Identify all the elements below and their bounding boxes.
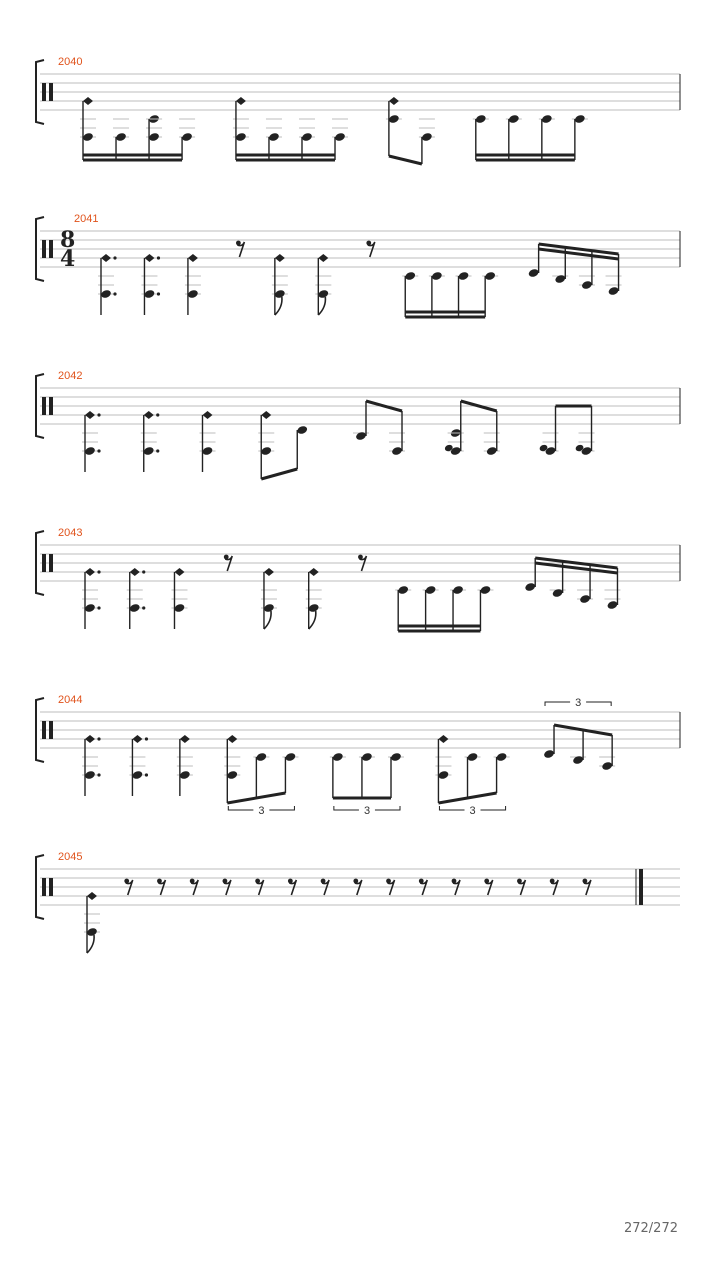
notehead (132, 770, 144, 780)
measure-number: 2040 (58, 56, 83, 68)
notehead (452, 585, 464, 595)
percussion-clef-right (49, 240, 53, 258)
note (82, 735, 101, 796)
notehead (458, 271, 470, 281)
measure-number: 2041 (74, 213, 99, 225)
notehead (226, 770, 238, 780)
augmentation-dot (97, 773, 100, 776)
cymbal-notehead (438, 735, 448, 743)
notehead (86, 927, 98, 937)
tuplet-bracket (375, 806, 400, 810)
notehead (607, 600, 619, 610)
notehead (317, 289, 329, 299)
cymbal-notehead (85, 735, 95, 743)
beamed-note-group (524, 558, 620, 610)
measure-number: 2042 (58, 370, 83, 382)
cymbal-notehead (236, 97, 246, 105)
notehead (268, 132, 280, 142)
notehead (388, 114, 400, 124)
notehead (202, 446, 214, 456)
augmentation-dot (142, 606, 145, 609)
note (261, 568, 277, 629)
augmentation-dot (97, 449, 100, 452)
notehead (332, 752, 344, 762)
notehead (579, 594, 591, 604)
flag (275, 297, 282, 315)
cymbal-notehead (130, 568, 140, 576)
cymbal-notehead (85, 411, 95, 419)
notehead (143, 446, 155, 456)
tuplet-bracket (334, 806, 359, 810)
cymbal-notehead (188, 254, 198, 262)
flag (87, 935, 94, 953)
notehead (480, 585, 492, 595)
cymbal-notehead (318, 254, 328, 262)
flag (264, 611, 271, 629)
measure-number: 2045 (58, 851, 83, 863)
augmentation-dot (145, 737, 148, 740)
tuplet-number: 3 (363, 805, 371, 817)
cymbal-notehead (85, 568, 95, 576)
cymbal-notehead (202, 411, 212, 419)
note (171, 568, 187, 629)
notehead (508, 114, 520, 124)
percussion-clef-right (49, 878, 53, 896)
notehead (391, 446, 403, 456)
notehead (274, 289, 286, 299)
notehead (115, 132, 127, 142)
notehead (84, 770, 96, 780)
note (315, 254, 331, 315)
notehead (608, 286, 620, 296)
time-signature-numerator: 8 (60, 227, 76, 253)
augmentation-dot (157, 256, 160, 259)
percussion-clef-right (49, 83, 53, 101)
note (98, 254, 117, 315)
notehead (484, 271, 496, 281)
cymbal-notehead (87, 892, 97, 900)
notehead (496, 752, 508, 762)
notehead (129, 603, 141, 613)
percussion-clef-right (49, 721, 53, 739)
notehead (524, 582, 536, 592)
notehead (235, 132, 247, 142)
percussion-clef-left (42, 878, 46, 896)
cymbal-notehead (174, 568, 184, 576)
beamed-note-group (528, 244, 622, 296)
beamed-note-group (444, 401, 500, 456)
notehead (361, 752, 373, 762)
notehead (528, 268, 540, 278)
augmentation-dot (157, 292, 160, 295)
notehead (187, 289, 199, 299)
notehead (355, 431, 367, 441)
beamed-note-group (330, 752, 404, 817)
note (84, 892, 100, 953)
note (177, 735, 193, 796)
notehead (296, 425, 308, 435)
note (129, 735, 148, 796)
notehead (260, 446, 272, 456)
notehead (404, 271, 416, 281)
flag (318, 297, 325, 315)
cymbal-notehead (309, 568, 319, 576)
notehead (84, 446, 96, 456)
notehead (255, 752, 267, 762)
augmentation-dot (97, 606, 100, 609)
tuplet-bracket (269, 806, 294, 810)
page-number: 272/272 (623, 1221, 678, 1236)
notehead (425, 585, 437, 595)
note (141, 254, 160, 315)
percussion-clef-left (42, 240, 46, 258)
staff-system-2042 (36, 370, 680, 479)
notehead (82, 132, 94, 142)
notehead (467, 752, 479, 762)
percussion-clef-right (49, 397, 53, 415)
staff-system-2044 (36, 694, 680, 817)
beamed-note-group (224, 735, 298, 817)
note (272, 254, 288, 315)
beamed-note-group (539, 406, 595, 456)
notehead (390, 752, 402, 762)
notehead (574, 114, 586, 124)
augmentation-dot (145, 773, 148, 776)
cymbal-notehead (389, 97, 399, 105)
augmentation-dot (113, 292, 116, 295)
notehead (144, 289, 156, 299)
note (141, 411, 160, 472)
percussion-clef-left (42, 397, 46, 415)
notehead (601, 761, 613, 771)
notehead (581, 280, 593, 290)
final-barline (639, 869, 643, 905)
notehead (301, 132, 313, 142)
measure-number: 2044 (58, 694, 83, 706)
note (127, 568, 146, 629)
note (199, 411, 215, 472)
cymbal-notehead (275, 254, 285, 262)
cymbal-notehead (101, 254, 111, 262)
percussion-clef-left (42, 721, 46, 739)
note (82, 568, 101, 629)
tuplet-number: 3 (575, 697, 582, 709)
beam (389, 156, 422, 164)
tuplet-bracket (228, 806, 253, 810)
beamed-note-group (258, 411, 308, 479)
notehead (334, 132, 346, 142)
notehead (486, 446, 498, 456)
staff-system-2045 (36, 851, 680, 953)
percussion-clef-right (49, 554, 53, 572)
beamed-note-group (386, 97, 435, 164)
notehead (308, 603, 320, 613)
tuplet-number: 3 (258, 805, 265, 817)
notehead (543, 749, 555, 759)
measure-number: 2043 (58, 527, 83, 539)
notehead (475, 114, 487, 124)
notehead (148, 132, 160, 142)
beam (261, 469, 297, 479)
cymbal-notehead (144, 411, 154, 419)
tuplet-number: 3 (469, 805, 476, 817)
notehead (285, 752, 297, 762)
cymbal-notehead (227, 735, 237, 743)
notehead (181, 132, 193, 142)
notehead (174, 603, 186, 613)
percussion-clef-left (42, 83, 46, 101)
cymbal-notehead (83, 97, 93, 105)
staff-system-2040 (36, 56, 680, 164)
staff-system-2043 (36, 527, 680, 631)
notehead (263, 603, 275, 613)
note (82, 411, 101, 472)
notehead (554, 274, 566, 284)
beamed-note-group (80, 97, 195, 160)
note (306, 568, 322, 629)
notehead (541, 114, 553, 124)
staff-system-2041 (36, 213, 680, 317)
cymbal-notehead (144, 254, 154, 262)
augmentation-dot (156, 413, 159, 416)
beamed-note-group (395, 585, 493, 631)
beamed-note-group (543, 697, 615, 771)
flag (309, 611, 316, 629)
augmentation-dot (142, 570, 145, 573)
notehead (552, 588, 564, 598)
beamed-note-group (435, 735, 509, 817)
note (185, 254, 201, 315)
notehead (100, 289, 112, 299)
beamed-note-group (233, 97, 348, 160)
cymbal-notehead (180, 735, 190, 743)
notehead (397, 585, 409, 595)
tuplet-bracket (481, 806, 506, 810)
time-signature-denominator: 4 (60, 246, 76, 272)
augmentation-dot (113, 256, 116, 259)
cymbal-notehead (132, 735, 142, 743)
notehead (572, 755, 584, 765)
beamed-note-group (402, 271, 498, 317)
augmentation-dot (97, 570, 100, 573)
tuplet-bracket (586, 702, 611, 706)
augmentation-dot (156, 449, 159, 452)
beamed-note-group (353, 401, 405, 456)
notehead (179, 770, 191, 780)
notehead (84, 603, 96, 613)
notehead (438, 770, 450, 780)
augmentation-dot (97, 413, 100, 416)
tuplet-bracket (439, 806, 464, 810)
notehead (431, 271, 443, 281)
cymbal-notehead (264, 568, 274, 576)
notehead (421, 132, 433, 142)
tuplet-bracket (545, 702, 570, 706)
beamed-note-group (473, 114, 588, 160)
cymbal-notehead (261, 411, 271, 419)
augmentation-dot (97, 737, 100, 740)
percussion-clef-left (42, 554, 46, 572)
